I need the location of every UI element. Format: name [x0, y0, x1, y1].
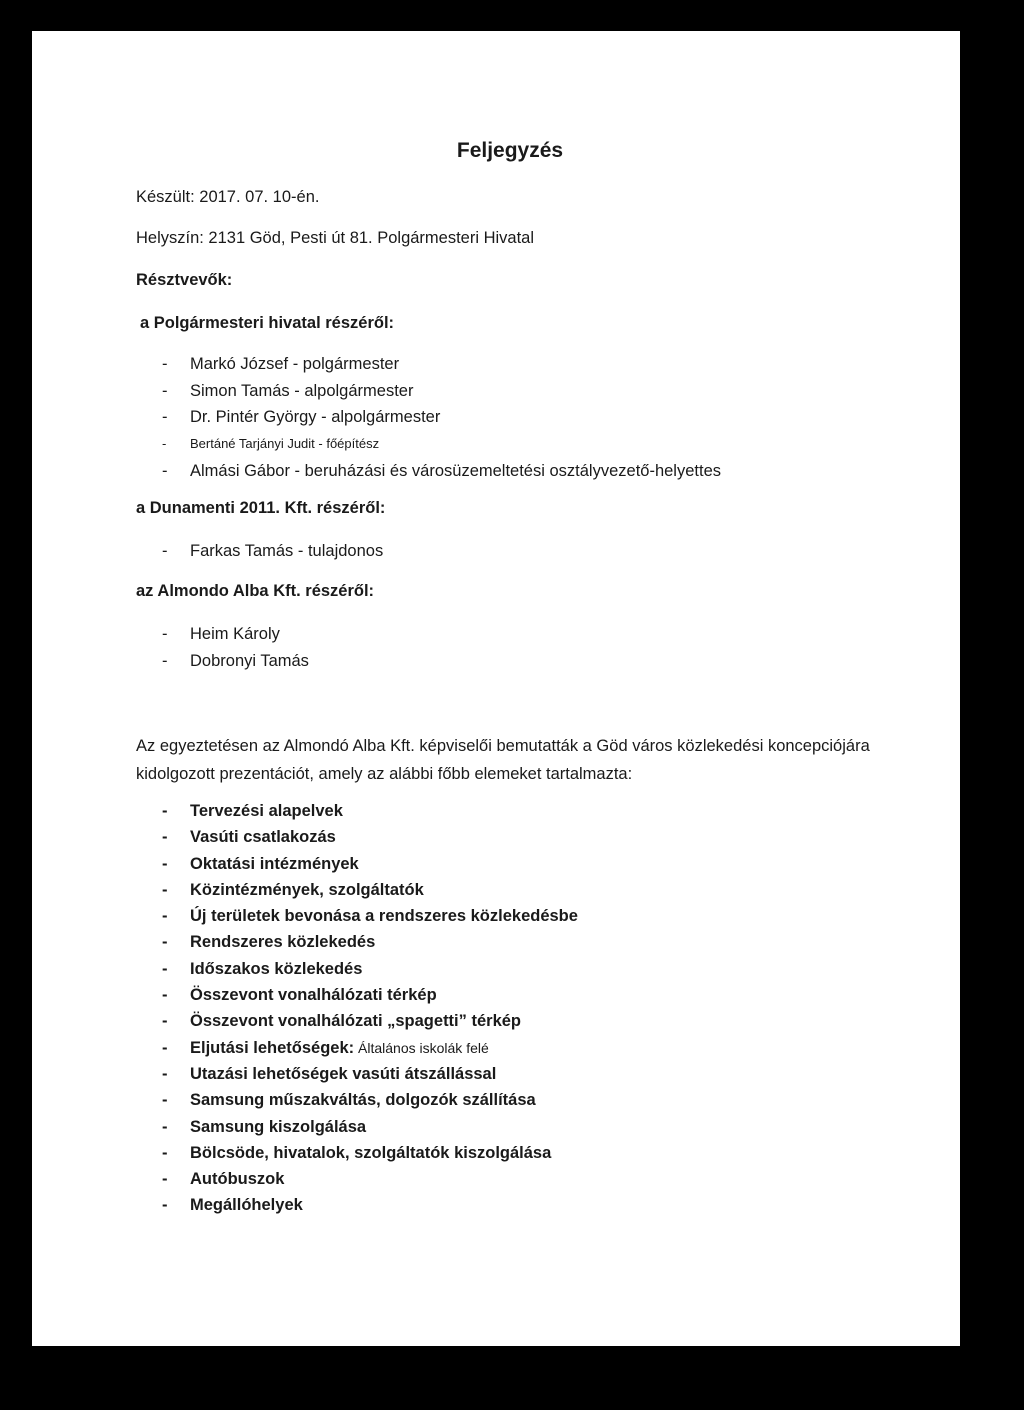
list-item: - Összevont vonalhálózati „spagetti” térkép [162, 1008, 578, 1034]
list-item: - Simon Tamás - alpolgármester [162, 378, 721, 405]
list-item-suffix: Általános iskolák felé [354, 1039, 489, 1056]
list-item-label: Eljutási lehetőségek: [190, 1038, 355, 1057]
dunamenti-members [162, 538, 383, 564]
list-item: - Időszakos közlekedés [162, 956, 578, 982]
list-item: - Közintézmények, szolgáltatók [162, 877, 578, 903]
list-item: - Heim Károly [162, 621, 309, 648]
document-page [32, 31, 960, 1346]
document-title: Feljegyzés [456, 139, 564, 162]
list-item: - Tervezési alapelvek [162, 798, 578, 824]
list-item: - Dr. Pintér György - alpolgármester [162, 404, 721, 431]
list-item: - Utazási lehetőségek vasúti átszállással [162, 1061, 578, 1087]
list-item: - Megállóhelyek [162, 1192, 578, 1218]
group-heading-almondo: az Almondo Alba Kft. részéről: [136, 582, 375, 600]
summary-paragraph: Az egyeztetésen az Almondó Alba Kft. képviselői bemutatták a Göd város közlekedési koncepciójára kidolgozott prezentációt, amely az alábbi főbb elemeket tartalmazta: [136, 737, 870, 783]
list-item: - Új területek bevonása a rendszeres közlekedésbe [162, 903, 578, 929]
participants-heading: Résztvevők: [136, 271, 233, 289]
date-line: Készült: 2017. 07. 10-én. [136, 188, 320, 206]
list-item: - Dobronyi Tamás [162, 648, 309, 675]
group-heading-dunamenti: a Dunamenti 2011. Kft. részéről: [136, 499, 386, 517]
list-item: - Rendszeres közlekedés [162, 929, 578, 955]
list-item: - Autóbuszok [162, 1166, 578, 1192]
list-item: - Oktatási intézmények [162, 851, 578, 877]
list-item: - Samsung kiszolgálása [162, 1114, 578, 1140]
list-item: - Bertáné Tarjányi Judit - főépítész [162, 431, 721, 458]
list-item: - Vasúti csatlakozás [162, 824, 578, 850]
list-item: - Markó József - polgármester [162, 351, 721, 378]
list-item: - Almási Gábor - beruházási és városüzemeltetési osztályvezető-helyettes [162, 458, 721, 485]
location-line: Helyszín: 2131 Göd, Pesti út 81. Polgármesteri Hivatal [136, 229, 535, 247]
list-item: - Farkas Tamás - tulajdonos [162, 538, 383, 564]
list-item: - Bölcsöde, hivatalok, szolgáltatók kiszolgálása [162, 1140, 578, 1166]
list-item [162, 1035, 578, 1061]
list-item: - Összevont vonalhálózati térkép [162, 982, 578, 1008]
mayor-office-members [162, 351, 721, 484]
group-heading-mayor-office: a Polgármesteri hivatal részéről: [140, 314, 395, 332]
list-item: - Samsung műszakváltás, dolgozók szállítása [162, 1087, 578, 1113]
presentation-topics [162, 798, 578, 1219]
almondo-members [162, 621, 309, 674]
